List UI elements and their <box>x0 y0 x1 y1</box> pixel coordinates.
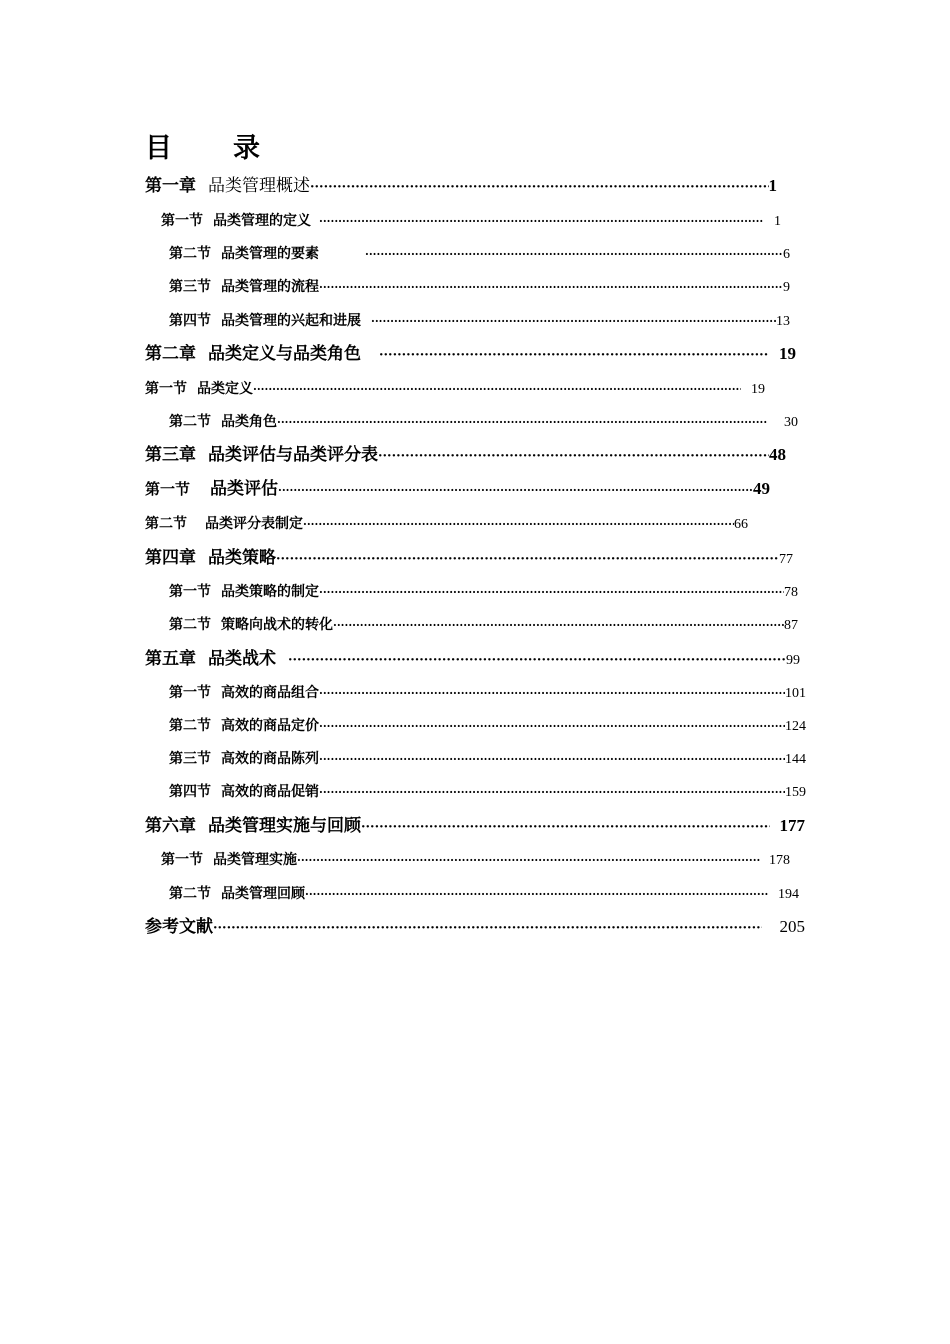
entry-label: 第一节 <box>169 584 211 600</box>
entry-title: 高效的商品促销 <box>221 784 319 800</box>
toc-entry-references[interactable] <box>145 914 805 940</box>
dot-leader <box>319 716 785 737</box>
entry-label: 第三节 <box>169 751 211 767</box>
entry-page-number: 87 <box>784 618 798 633</box>
entry-page-number: 49 <box>753 479 770 498</box>
entry-page-number: 13 <box>776 314 790 329</box>
entry-title: 品类管理实施与回顾 <box>208 816 361 836</box>
entry-title: 策略向战术的转化 <box>221 617 333 633</box>
dot-leader <box>276 547 779 571</box>
entry-page-number: 177 <box>779 816 805 835</box>
dot-leader <box>297 850 761 871</box>
entry-title: 品类管理实施 <box>213 852 297 868</box>
entry-page-number: 9 <box>783 280 790 295</box>
entry-page-number: 48 <box>769 445 786 464</box>
entry-title: 高效的商品陈列 <box>221 751 319 767</box>
entry-label: 第二节 <box>169 718 211 734</box>
entry-title: 品类管理的要素 <box>221 246 319 262</box>
toc-entry-section-2-1[interactable] <box>145 378 765 400</box>
entry-label: 第三章 <box>145 445 196 465</box>
entry-title: 品类评估 <box>210 479 279 499</box>
toc-entry-chapter-3[interactable] <box>145 442 786 468</box>
entry-page-number: 205 <box>779 917 805 936</box>
entry-title: 品类管理的流程 <box>221 279 319 295</box>
toc-entry-chapter-4[interactable] <box>145 545 793 571</box>
dot-leader <box>213 916 762 940</box>
entry-page-number: 77 <box>779 552 793 567</box>
entry-label: 第二章 <box>145 344 196 364</box>
toc-entry-section-5-4[interactable] <box>169 781 806 803</box>
dot-leader <box>319 782 785 803</box>
entry-label: 第二节 <box>145 516 187 532</box>
entry-page-number: 1 <box>768 176 777 195</box>
entry-title: 品类战术 <box>208 649 276 669</box>
toc-entry-section-3-1[interactable] <box>145 478 770 500</box>
entry-label: 第一节 <box>161 213 203 229</box>
entry-title: 品类定义与品类角色 <box>208 344 361 364</box>
dot-leader <box>333 615 784 636</box>
entry-page-number: 30 <box>784 415 798 430</box>
entry-title: 品类管理概述 <box>208 176 310 196</box>
entry-label: 第一章 <box>145 176 196 196</box>
toc-entry-section-4-1[interactable] <box>169 581 798 603</box>
entry-label: 第二节 <box>169 246 211 262</box>
dot-leader <box>319 683 785 704</box>
entry-title: 高效的商品组合 <box>221 685 319 701</box>
entry-title: 品类管理回顾 <box>221 886 305 902</box>
entry-title: 品类角色 <box>221 414 277 430</box>
entry-page-number: 1 <box>774 214 781 229</box>
dot-leader <box>371 311 776 332</box>
toc-title-char-1: 目 <box>145 133 172 164</box>
toc-entry-section-1-3[interactable] <box>169 276 790 298</box>
dot-leader <box>365 244 783 265</box>
entry-title: 品类管理的定义 <box>213 213 311 229</box>
dot-leader <box>288 648 786 672</box>
dot-leader <box>319 277 783 298</box>
entry-label: 第二节 <box>169 414 211 430</box>
entry-page-number: 159 <box>785 785 806 800</box>
entry-label: 第一节 <box>161 852 203 868</box>
toc-entry-section-2-2[interactable] <box>169 411 798 433</box>
entry-label: 第一节 <box>145 480 191 498</box>
entry-title: 品类管理的兴起和进展 <box>221 313 361 329</box>
toc-entry-section-3-2[interactable] <box>145 513 748 535</box>
toc-entry-section-1-4[interactable] <box>169 310 790 332</box>
toc-entry-chapter-5[interactable] <box>145 646 800 672</box>
entry-page-number: 178 <box>769 853 790 868</box>
toc-entry-section-1-2[interactable] <box>169 243 790 265</box>
entry-page-number: 101 <box>785 686 806 701</box>
toc-entry-section-5-2[interactable] <box>169 715 806 737</box>
entry-label: 第四章 <box>145 548 196 568</box>
toc-entry-section-6-1[interactable] <box>161 849 790 871</box>
entry-page-number: 66 <box>734 517 748 532</box>
toc-entry-section-5-3[interactable] <box>169 748 806 770</box>
dot-leader <box>361 815 770 839</box>
toc-title-char-2: 录 <box>233 133 260 164</box>
entry-page-number: 144 <box>785 752 806 767</box>
entry-label: 第四节 <box>169 313 211 329</box>
dot-leader <box>319 582 784 603</box>
entry-page-number: 194 <box>778 887 799 902</box>
entry-title: 高效的商品定价 <box>221 718 319 734</box>
entry-label: 第五章 <box>145 649 196 669</box>
entry-page-number: 78 <box>784 585 798 600</box>
toc-entry-section-1-1[interactable] <box>161 210 781 232</box>
entry-label: 第一节 <box>169 685 211 701</box>
entry-page-number: 19 <box>779 344 796 363</box>
dot-leader <box>379 343 769 367</box>
entry-label: 参考文献 <box>145 917 213 937</box>
toc-entry-chapter-6[interactable] <box>145 813 805 839</box>
entry-page-number: 19 <box>751 382 765 397</box>
entry-page-number: 6 <box>783 247 790 262</box>
entry-title: 品类评估与品类评分表 <box>208 445 378 465</box>
entry-label: 第二节 <box>169 886 211 902</box>
entry-title: 品类策略 <box>208 548 276 568</box>
toc-entry-chapter-1[interactable] <box>145 173 777 199</box>
entry-label: 第三节 <box>169 279 211 295</box>
entry-page-number: 99 <box>786 653 800 668</box>
dot-leader <box>319 211 764 232</box>
entry-title: 品类评分表制定 <box>205 516 303 532</box>
dot-leader <box>253 379 741 400</box>
dot-leader <box>310 175 769 199</box>
dot-leader <box>378 444 769 468</box>
dot-leader <box>303 514 734 535</box>
dot-leader <box>277 412 768 433</box>
toc-entry-section-5-1[interactable] <box>169 682 806 704</box>
dot-leader <box>305 884 768 905</box>
entry-title: 品类定义 <box>197 381 253 397</box>
entry-label: 第四节 <box>169 784 211 800</box>
toc-entry-section-6-2[interactable] <box>169 883 799 905</box>
entry-label: 第二节 <box>169 617 211 633</box>
toc-entry-section-4-2[interactable] <box>169 614 798 636</box>
entry-title: 品类策略的制定 <box>221 584 319 600</box>
entry-label: 第六章 <box>145 816 196 836</box>
dot-leader <box>319 749 785 770</box>
entry-page-number: 124 <box>785 719 806 734</box>
entry-label: 第一节 <box>145 381 187 397</box>
dot-leader <box>278 480 753 500</box>
toc-entry-chapter-2[interactable] <box>145 341 796 367</box>
